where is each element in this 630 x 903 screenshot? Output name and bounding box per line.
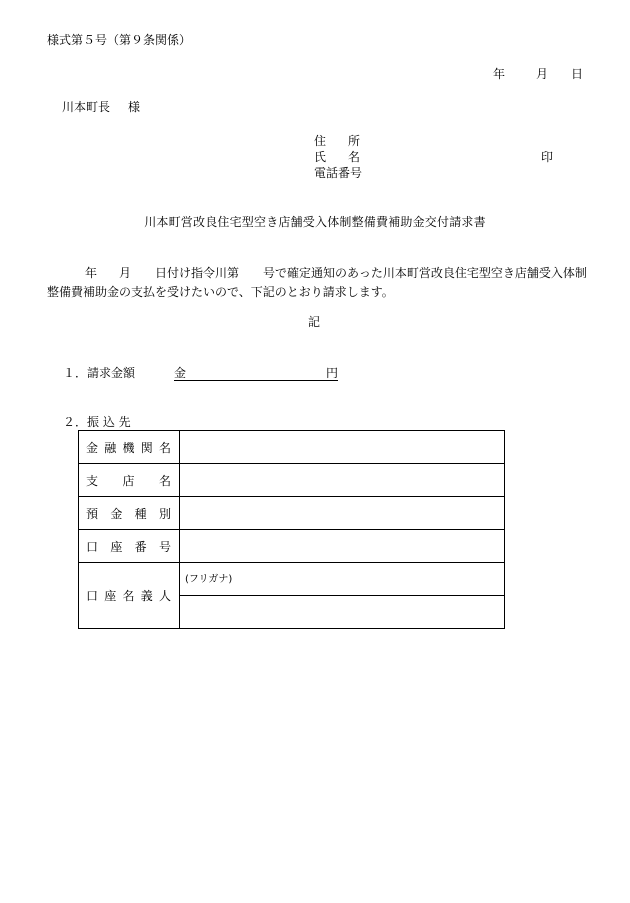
- account-type-field[interactable]: [180, 497, 505, 530]
- table-row: [79, 530, 505, 563]
- table-row: [79, 497, 505, 530]
- furigana-label: (フリガナ): [185, 574, 233, 585]
- form-number: 様式第５号（第９条関係）: [47, 33, 192, 47]
- date-month: 月: [536, 67, 549, 81]
- account-holder-name-field[interactable]: [180, 596, 505, 629]
- branch-name-label: 支 店 名: [79, 464, 180, 497]
- account-number-label: 口 座 番 号: [79, 530, 180, 563]
- address-label: 住 所: [314, 134, 361, 148]
- table-row: [79, 431, 505, 464]
- addressee-name: 川本町長: [62, 100, 111, 114]
- body-dated-ref: 日付け指令川第: [155, 266, 240, 280]
- claim-kin: 金: [174, 366, 187, 380]
- body-year: 年: [85, 266, 98, 280]
- date-day: 日: [571, 67, 584, 81]
- branch-name-field[interactable]: [180, 464, 505, 497]
- claim-amount-label: １．請求金額: [63, 366, 136, 380]
- body-rest: 号で確定通知のあった川本町営改良住宅型空き店舗受入体制整備費補助金の支払を受けたいので、下記のとおり請求します。: [47, 266, 587, 299]
- seal-mark: 印: [541, 150, 554, 164]
- date-year: 年: [493, 67, 506, 81]
- account-type-label: 預 金 種 別: [79, 497, 180, 530]
- body-month: 月: [119, 266, 132, 280]
- account-holder-label: 口 座 名 義 人: [79, 563, 180, 629]
- ki-heading: 記: [308, 315, 321, 329]
- account-holder-furigana-field[interactable]: [180, 563, 505, 596]
- addressee: [62, 100, 140, 114]
- account-number-field[interactable]: [180, 530, 505, 563]
- document-title: 川本町営改良住宅型空き店舗受入体制整備費補助金交付請求書: [144, 215, 486, 229]
- table-row: [79, 464, 505, 497]
- bank-name-field[interactable]: [180, 431, 505, 464]
- claim-amount-field: [174, 366, 338, 381]
- name-label: 氏 名: [314, 150, 361, 164]
- claim-yen: 円: [325, 366, 338, 380]
- request-body: [47, 264, 592, 302]
- table-row: [79, 563, 505, 596]
- bank-table: [78, 430, 505, 629]
- addressee-honorific: 様: [128, 100, 141, 114]
- phone-label: 電話番号: [314, 166, 363, 180]
- transfer-label: ２．振 込 先: [63, 415, 131, 429]
- bank-name-label: 金 融 機 関 名: [79, 431, 180, 464]
